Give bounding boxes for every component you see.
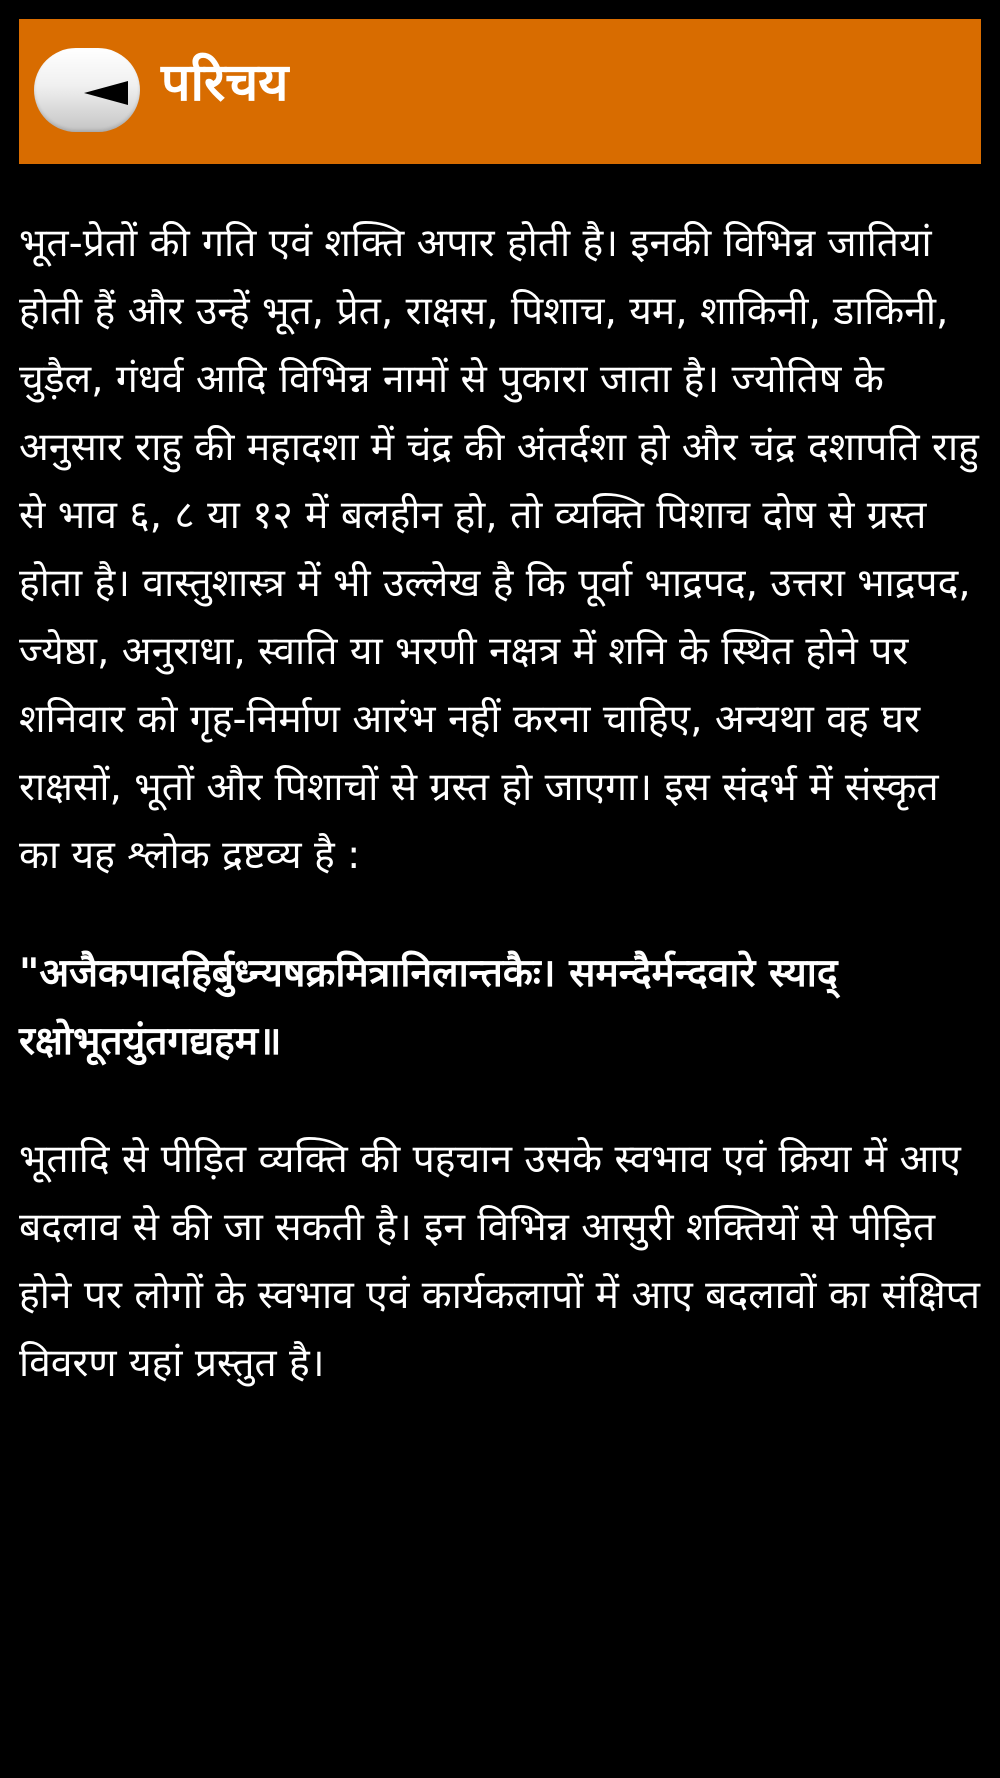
symptoms-paragraph: भूतादि से पीड़ित व्यक्ति की पहचान उसके स्वभाव एवं क्रिया में आए बदलाव से की जा सकती है। इन विभिन्न आसुरी शक्तियों से पीड़ित होने पर लोगों के स्वभाव एवं कार्यकलापों में आए बदलावों का संक्षिप्त विवरण यहां प्रस्तुत है। xyxy=(19,1137,980,1386)
back-button[interactable] xyxy=(34,48,140,132)
sanskrit-verse: "अजैकपादहिर्बुध्न्यषक्रमित्रानिलान्तकैः। समन्दैर्मन्दवारे स्याद् रक्षोभूतयुंतगद्यहम॥ xyxy=(19,951,838,1064)
spacer xyxy=(19,890,981,940)
page-title: परिचय xyxy=(161,53,289,113)
intro-paragraph: भूत-प्रेतों की गति एवं शक्ति अपार होती है। इनकी विभिन्न जातियां होती हैं और उन्हें भूत, प्रेत, राक्षस, पिशाच, यम, शाकिनी, डाकिनी, चुड़ैल, गंधर्व आदि विभिन्न नामों से पुकारा जाता है। ज्योतिष के अनुसार राहु की महादशा में चंद्र की अंतर्दशा हो और चंद्र दशापति राहु से भाव ६, ८ या १२ में बलहीन हो, तो व्यक्ति पिशाच दोष से ग्रस्त होता है। वास्तुशास्त्र में भी उल्लेख है कि पूर्वा भाद्रपद, उत्तरा भाद्रपद, ज्येष्ठा, अनुराधा, स्वाति या भरणी नक्षत्र में शनि के स्थित होने पर शनिवार को गृह-निर्माण आरंभ नहीं करना चाहिए, अन्यथा वह घर राक्षसों, भूतों और पिशाचों से ग्रस्त हो जाएगा। इस संदर्भ में संस्कृत का यह श्लोक द्रष्टव्य है : xyxy=(19,221,979,878)
article-content xyxy=(19,210,981,1398)
header-bar xyxy=(19,19,981,164)
back-arrow-icon xyxy=(84,81,128,105)
spacer xyxy=(19,1076,981,1126)
